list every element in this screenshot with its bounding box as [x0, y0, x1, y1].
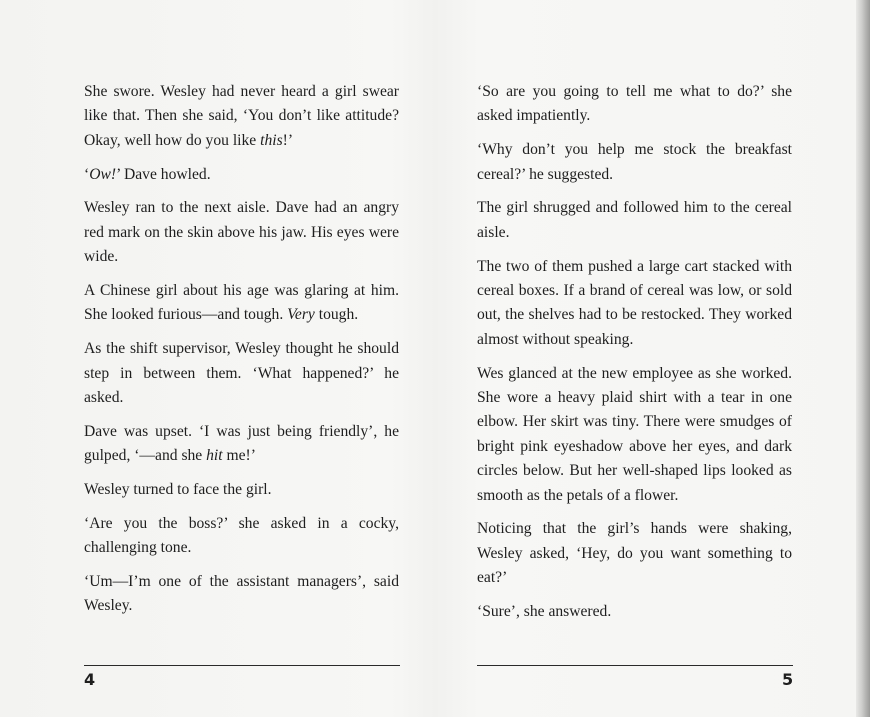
paragraph: Wesley turned to face the girl. [84, 481, 272, 499]
emphasis: Ow! [89, 165, 117, 183]
emphasis: Very [287, 306, 315, 324]
page-edge-shadow [856, 0, 870, 717]
paragraph: ‘Ow!’ Dave howled. [84, 165, 211, 183]
paragraph: Dave was upset. ‘I was just being friendly’, he gulped, ‘—and she hit me!’ [84, 422, 399, 465]
paragraph: As the shift supervisor, Wesley thought he should step in between them. ‘What happened?’ he asked. [84, 340, 399, 407]
left-page-footer-rule [84, 665, 400, 666]
right-page-number: 5 [782, 670, 794, 689]
paragraph: The girl shrugged and followed him to the cereal aisle. [477, 199, 792, 241]
paragraph: ‘So are you going to tell me what to do?’ she asked impatiently. [477, 83, 792, 125]
paragraph: The two of them pushed a large cart stacked with cereal boxes. If a brand of cereal was low, or sold out, the shelves had to be restocked. They worked almost without speaking. [477, 257, 792, 348]
paragraph: ‘Are you the boss?’ she asked in a cocky, challenging tone. [84, 514, 399, 557]
paragraph: Wes glanced at the new employee as she worked. She wore a heavy plaid shirt with a tear in one elbow. Her skirt was tiny. There were smudges of bright pink eyeshadow above her eyes, and dark circles below. But her well-shaped lips looked as smooth as the petals of a flower. [477, 364, 792, 504]
right-page-text [477, 80, 792, 634]
paragraph: A Chinese girl about his age was glaring at him. She looked furious—and tough. Very tough. [84, 282, 399, 324]
emphasis: this [260, 131, 283, 149]
paragraph: Noticing that the girl’s hands were shaking, Wesley asked, ‘Hey, do you want something to eat?’ [477, 520, 792, 587]
left-page-text [84, 80, 399, 628]
paragraph: ‘Um—I’m one of the assistant managers’, said Wesley. [84, 573, 399, 615]
left-page-number: 4 [84, 670, 96, 689]
paragraph: Wesley ran to the next aisle. Dave had an angry red mark on the skin above his jaw. His eyes were wide. [84, 199, 399, 266]
paragraph: She swore. Wesley had never heard a girl swear like that. Then she said, ‘You don’t like attitude? Okay, well how do you like this!’ [84, 83, 399, 149]
paragraph: ‘Sure’, she answered. [477, 603, 612, 621]
paragraph: ‘Why don’t you help me stock the breakfast cereal?’ he suggested. [477, 141, 792, 183]
emphasis: hit [206, 447, 223, 465]
right-page-footer-rule [477, 665, 793, 666]
